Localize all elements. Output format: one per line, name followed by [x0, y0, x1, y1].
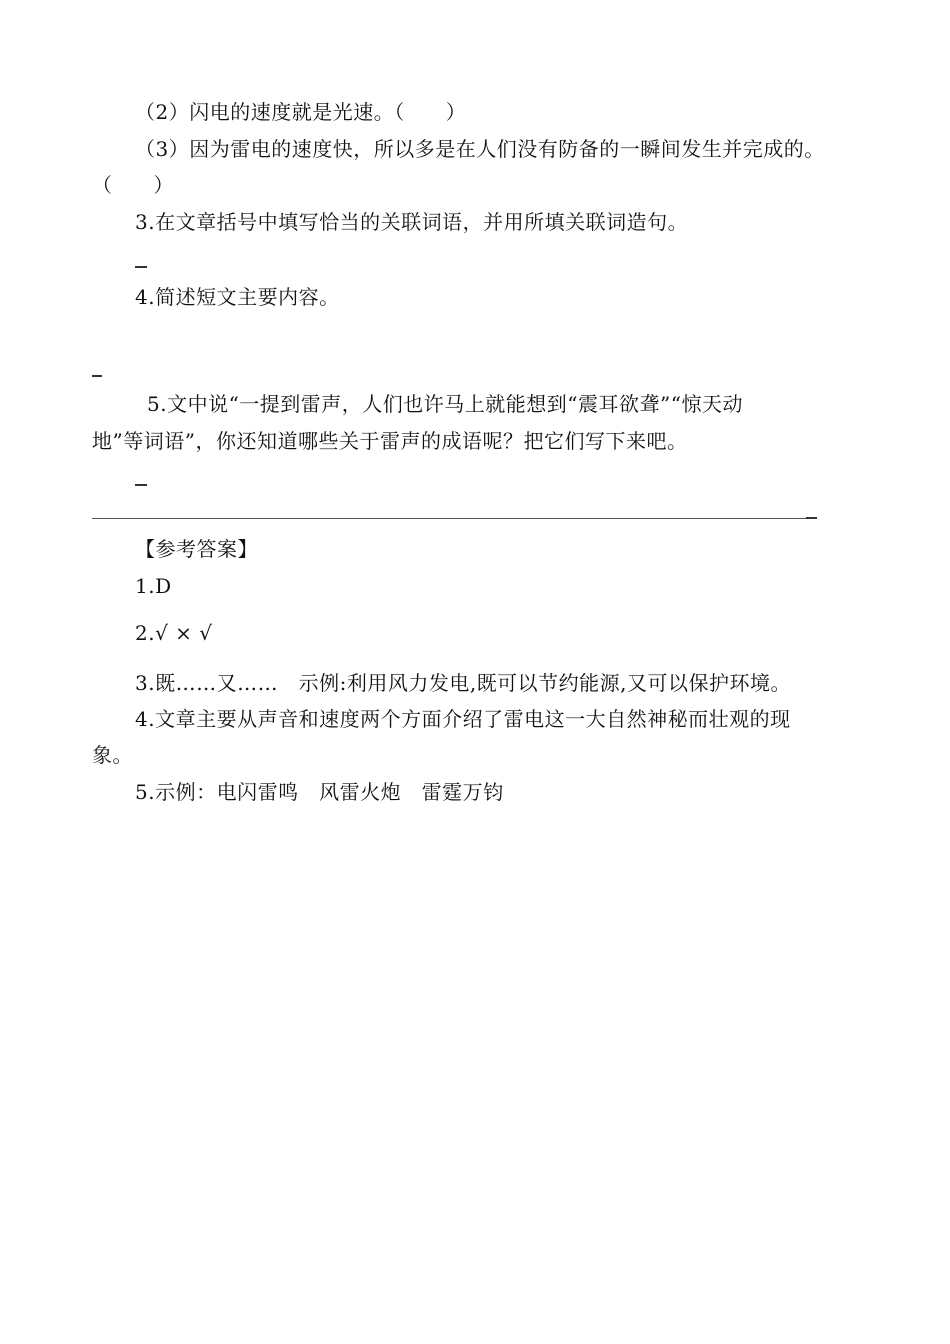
- answer-blank-underline: [135, 484, 147, 486]
- reference-answer-heading: 【参考答案】: [135, 537, 258, 561]
- question-5-line-1: 5.文中说“一提到雷声，人们也许马上就能想到“震耳欲聋”“惊天动: [147, 392, 743, 416]
- answer-4-line-2: 象。: [92, 743, 133, 767]
- answer-line: [92, 518, 807, 519]
- question-5-line-2: 地”等词语”，你还知道哪些关于雷声的成语呢？把它们写下来吧。: [92, 429, 688, 453]
- answer-blank-underline: [92, 375, 102, 377]
- answer-blank-underline: [135, 266, 147, 268]
- question-2-item-3-line-1: （3）因为雷电的速度快，所以多是在人们没有防备的一瞬间发生并完成的。: [135, 137, 825, 161]
- question-4: 4.简述短文主要内容。: [135, 285, 340, 309]
- question-2-item-2: （2）闪电的速度就是光速。（ ）: [135, 100, 467, 124]
- answer-1: 1.D: [135, 574, 172, 598]
- answer-line-end-mark: [806, 517, 817, 519]
- question-2-item-3-line-2: （ ）: [92, 173, 174, 197]
- question-3: 3.在文章括号中填写恰当的关联词语，并用所填关联词造句。: [135, 210, 689, 234]
- answer-4-line-1: 4.文章主要从声音和速度两个方面介绍了雷电这一大自然神秘而壮观的现: [135, 707, 791, 731]
- answer-5: 5.示例：电闪雷鸣 风雷火炮 雷霆万钧: [135, 780, 504, 804]
- answer-3: 3.既……又…… 示例:利用风力发电,既可以节约能源,又可以保护环境。: [135, 671, 792, 695]
- answer-2: 2.√ × √: [135, 621, 213, 645]
